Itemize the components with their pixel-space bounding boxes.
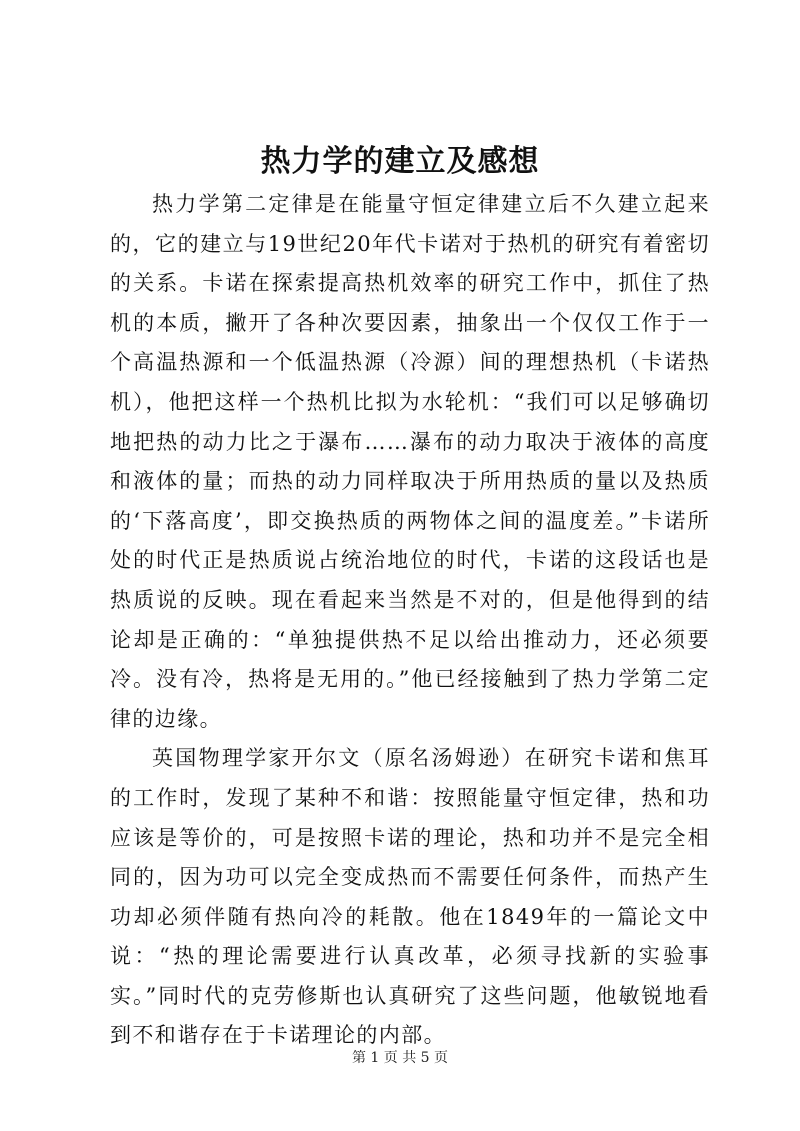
document-body (110, 185, 710, 1056)
document-title: 热力学的建立及感想 (260, 144, 540, 179)
page-footer: 第 1 页 共 5 页 (351, 1050, 449, 1066)
paragraph-1: 热力学第二定律是在能量守恒定律建立后不久建立起来的，它的建立与19世纪20年代卡诺对于热机的研究有着密切的关系。卡诺在探索提高热机效率的研究工作中，抓住了热机的本质，撇开了各种次要因素，抽象出一个仅仅工作于一个高温热源和一个低温热源（冷源）间的理想热机（卡诺热机），他把这样一个热机比拟为水轮机：“我们可以足够确切地把热的动力比之于瀑布……瀑布的动力取决于液体的高度和液体的量；而热的动力同样取决于所用热质的量以及热质的‘下落高度’，即交换热质的两物体之间的温度差。”卡诺所处的时代正是热质说占统治地位的时代，卡诺的这段话也是热质说的反映。现在看起来当然是不对的，但是他得到的结论却是正确的：“单独提供热不足以给出推动力，还必须要冷。没有冷，热将是无用的。”他已经接触到了热力学第二定律的边缘。 (110, 192, 710, 731)
paragraph-2: 英国物理学家开尔文（原名汤姆逊）在研究卡诺和焦耳的工作时，发现了某种不和谐：按照能量守恒定律，热和功应该是等价的，可是按照卡诺的理论，热和功并不是完全相同的，因为功可以完全变成热而不需要任何条件，而热产生功却必须伴随有热向冷的耗散。他在1849年的一篇论文中说：“热的理论需要进行认真改革，必须寻找新的实验事实。”同时代的克劳修斯也认真研究了这些问题，他敏锐地看到不和谐存在于卡诺理论的内部。 (110, 746, 710, 1048)
